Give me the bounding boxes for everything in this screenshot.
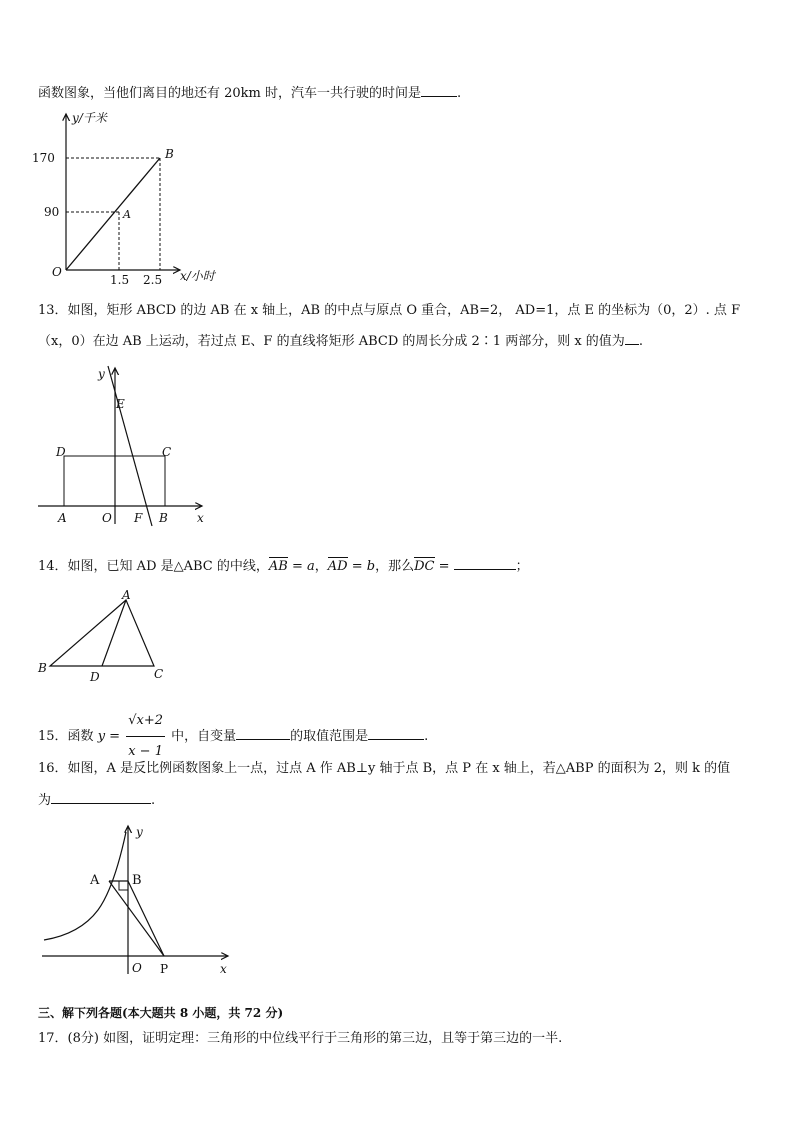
q16-answer-blank [51, 791, 151, 804]
q13-label-b: B [159, 511, 168, 525]
q16-segment-ap [109, 881, 164, 956]
q16-line1: 16．如图，A 是反比例函数图象上一点，过点 A 作 AB⊥y 轴于点 B，点 P 在 x 轴上，若△ABP 的面积为 2，则 k 的值 [38, 761, 731, 776]
q12-tick-1.5: 1.5 [110, 273, 130, 287]
q15-prefix: 15．函数 [38, 729, 98, 744]
q13-line2 [38, 332, 643, 351]
q13-label-f: F [134, 511, 143, 525]
q12-origin: O [52, 265, 62, 279]
q14-triangle [50, 600, 154, 666]
q13-figure [30, 360, 220, 530]
q12-tick-2.5: 2.5 [143, 273, 163, 287]
q16-segment-bp [128, 881, 164, 956]
q14-answer-blank [454, 557, 516, 570]
q16-label-b: B [132, 873, 142, 888]
q12-text-tail: 函数图象，当他们离目的地还有 20km 时，汽车一共行驶的时间是 [38, 86, 422, 101]
q14-vector-dc: DC [414, 559, 435, 574]
q14-figure [30, 588, 180, 684]
q13-end: . [638, 334, 643, 349]
q12-tick-170: 170 [32, 151, 55, 165]
section3-title: 三、解下列各题(本大题共 8 小题，共 72 分) [38, 1006, 284, 1020]
q12-x-label: x/小时 [180, 269, 215, 283]
q12-y-label: y/千米 [72, 111, 107, 125]
q15-blank-2 [368, 727, 424, 740]
q16-hyperbola [44, 832, 126, 940]
q16-line2 [38, 791, 155, 810]
q14-value-a: a [307, 559, 315, 574]
q15-numerator: √x+2 [126, 706, 165, 737]
q14-label-a: A [122, 588, 131, 602]
q14-vector-ad: AD [327, 559, 348, 574]
q12-graph-line [66, 158, 160, 270]
q15-fraction [126, 706, 165, 767]
q16-line2-prefix: 为 [38, 793, 52, 808]
q16-label-p: P [160, 962, 169, 976]
q12-point-a: A [123, 208, 131, 221]
q16-x-label: x [220, 962, 227, 976]
q12-tick-90: 90 [44, 205, 60, 219]
q17-text: 17．(8分) 如图，证明定理：三角形的中位线平行于三角形的第三边，且等于第三边的一半. [38, 1031, 563, 1046]
q15-eq: = [105, 729, 125, 744]
q16-end: . [151, 793, 156, 808]
q13-label-d: D [56, 445, 66, 459]
q13-label-a: A [58, 511, 67, 525]
q12-graph [30, 108, 230, 287]
q14-label-d: D [90, 670, 100, 684]
q14-value-b: b [366, 559, 376, 574]
q12-point-b: B [165, 147, 174, 161]
q16-y-label: y [136, 825, 143, 839]
q15-end: . [424, 729, 429, 744]
q14-eq2: = [347, 559, 367, 574]
q14-eq1: = [287, 559, 308, 574]
q15-denominator: x − 1 [128, 744, 163, 759]
q13-y-label: y [98, 367, 105, 381]
q15-mid2: 的取值范围是 [290, 729, 369, 744]
q12-answer-blank [421, 84, 457, 97]
q15-blank-1 [236, 727, 290, 740]
q13-label-c: C [162, 445, 172, 459]
q13-answer-blank [625, 332, 639, 345]
q16-label-o: O [132, 961, 142, 975]
q12-end: . [457, 86, 462, 101]
q16-figure [40, 822, 240, 980]
q16-right-angle-mark [119, 881, 128, 890]
q14-prefix: 14．如图，已知 AD 是△ABC 的中线， [38, 559, 269, 574]
q14-label-b: B [38, 661, 47, 675]
q15-y: y [97, 729, 106, 744]
q14-sep: ， [314, 559, 328, 574]
q16-label-a: A [90, 873, 100, 888]
q14-eq3: = [434, 559, 454, 574]
q14-label-c: C [154, 667, 164, 681]
q14-vector-ab: AB [268, 559, 288, 574]
q13-x-label: x [197, 511, 204, 525]
q13-label-o: O [102, 511, 112, 525]
q14-text [38, 557, 529, 576]
q15-text [38, 706, 428, 767]
q14-end: ； [515, 559, 529, 574]
q14-mid: ，那么 [375, 559, 415, 574]
q13-line2-text: （x，0）在边 AB 上运动，若过点 E、F 的直线将矩形 ABCD 的周长分成 2∶1 两部分，则 x 的值为 [38, 334, 625, 349]
q12-text [38, 84, 461, 103]
q13-label-e: E [116, 397, 125, 411]
q13-line1: 13．如图，矩形 ABCD 的边 AB 在 x 轴上，AB 的中点与原点 O 重合，AB=2， AD=1，点 E 的坐标为（0，2）. 点 F [38, 303, 741, 318]
q15-mid1: 中，自变量 [167, 729, 237, 744]
